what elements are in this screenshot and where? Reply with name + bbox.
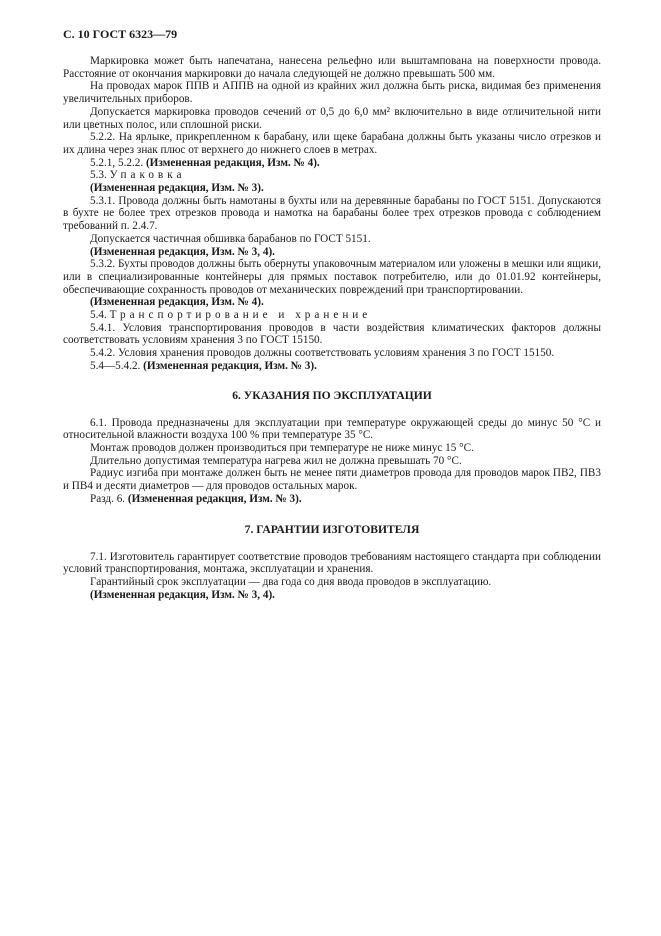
amendment-text: (Измененная редакция, Изм. № 4). bbox=[145, 156, 320, 169]
amendment-note: (Измененная редакция, Изм. № 3, 4). bbox=[90, 245, 275, 258]
clause-number: 5.4. bbox=[90, 309, 107, 322]
section-6-title: 6. УКАЗАНИЯ ПО ЭКСПЛУАТАЦИИ bbox=[232, 388, 432, 402]
paragraph: Длительно допустимая температура нагрева жил не должна превышать 70 °С. bbox=[90, 454, 462, 467]
paragraph: 5.3.2. Бухты проводов должны быть обернуты упаковочным материалом или уложены в мешки или ящики, или в специализированные контейнеры для прямых поставок потребителю, или до 01.01.92 контейнеры, обеспечивающие сохранность проводов от механических повреждений при транспортировании. bbox=[63, 258, 601, 296]
paragraph: Гарантийный срок эксплуатации — два года со дня ввода проводов в эксплуатацию. bbox=[90, 575, 492, 588]
amendment-note bbox=[63, 360, 601, 373]
paragraph: Допускается маркировка проводов сечений от 0,5 до 6,0 мм² включительно в виде отличительной нити или цветных полос, или сплошной риски. bbox=[63, 105, 601, 131]
amendment-text: (Измененная редакция, Изм. № 3). bbox=[127, 492, 302, 505]
subsection-heading bbox=[63, 309, 601, 322]
amendment-text: (Измененная редакция, Изм. № 3). bbox=[143, 359, 317, 372]
paragraph: Монтаж проводов должен производиться при температуре не ниже минус 15 °С. bbox=[90, 441, 474, 454]
subsection-title: Транспортирование и хранение bbox=[109, 309, 372, 322]
subsection-heading bbox=[63, 169, 601, 182]
amendment-note bbox=[63, 157, 601, 170]
amendment-note bbox=[63, 493, 601, 506]
paragraph: Радиус изгиба при монтаже должен быть не менее пяти диаметров провода для проводов марок ПВ2, ПВ3 и ПВ4 и десяти диаметров — для проводов остальных марок. bbox=[63, 467, 601, 493]
amendment-note: (Измененная редакция, Изм. № 3). bbox=[90, 182, 264, 195]
paragraph: 5.2.2. На ярлыке, прикрепленном к барабану, или щеке барабана должны быть указаны число отрезков и их длина через знак плюс от верхнего до нижнего слоев в метрах. bbox=[63, 131, 601, 156]
clause-number: Разд. 6. bbox=[90, 492, 126, 505]
paragraph: На проводах марок ППВ и АППВ на одной из крайних жил должна быть риска, видимая без применения увеличительных приборов. bbox=[63, 80, 601, 106]
paragraph: 5.4.2. Условия хранения проводов должны соответствовать условиям хранения 3 по ГОСТ 15150. bbox=[90, 347, 555, 360]
paragraph: 5.3.1. Провода должны быть намотаны в бухты или на деревянные барабаны по ГОСТ 5151. Допускаются в бухте не более трех отрезков провода и намотка на барабаны более трех отрезков провода с соблюдением требований п. 2.4.7. bbox=[63, 194, 601, 233]
amendment-note: (Измененная редакция, Изм. № 4). bbox=[90, 296, 264, 309]
clause-number: 5.4—5.4.2. bbox=[90, 359, 141, 372]
paragraph: 7.1. Изготовитель гарантирует соответствие проводов требованиям настоящего стандарта при соблюдении условий транспортирования, монтажа, эксплуатации и хранения. bbox=[63, 550, 601, 576]
paragraph: Маркировка может быть напечатана, нанесена рельефно или выштампована на поверхности провода. Расстояние от окончания маркировки до начала следующей не должно превышать 500 мм. bbox=[63, 55, 601, 80]
section-7-title: 7. ГАРАНТИИ ИЗГОТОВИТЕЛЯ bbox=[244, 522, 420, 536]
amendment-note: (Измененная редакция, Изм. № 3, 4). bbox=[90, 588, 275, 601]
subsection-title: Упаковка bbox=[109, 169, 186, 182]
clause-number: 5.2.1, 5.2.2. bbox=[90, 156, 144, 169]
paragraph: Допускается частичная обшивка барабанов по ГОСТ 5151. bbox=[90, 232, 371, 245]
clause-number: 5.3. bbox=[90, 169, 107, 182]
paragraph: 5.4.1. Условия транспортирования проводов в части воздействия климатических факторов должны соответствовать условиям хранения 3 по ГОСТ 15150. bbox=[63, 321, 601, 347]
paragraph: 6.1. Провода предназначены для эксплуатации при температуре окружающей среды до минус 50 °С и относительной влажности воздуха 100 % при температуре 35 °С. bbox=[63, 416, 601, 442]
page-header: С. 10 ГОСТ 6323—79 bbox=[63, 27, 178, 41]
